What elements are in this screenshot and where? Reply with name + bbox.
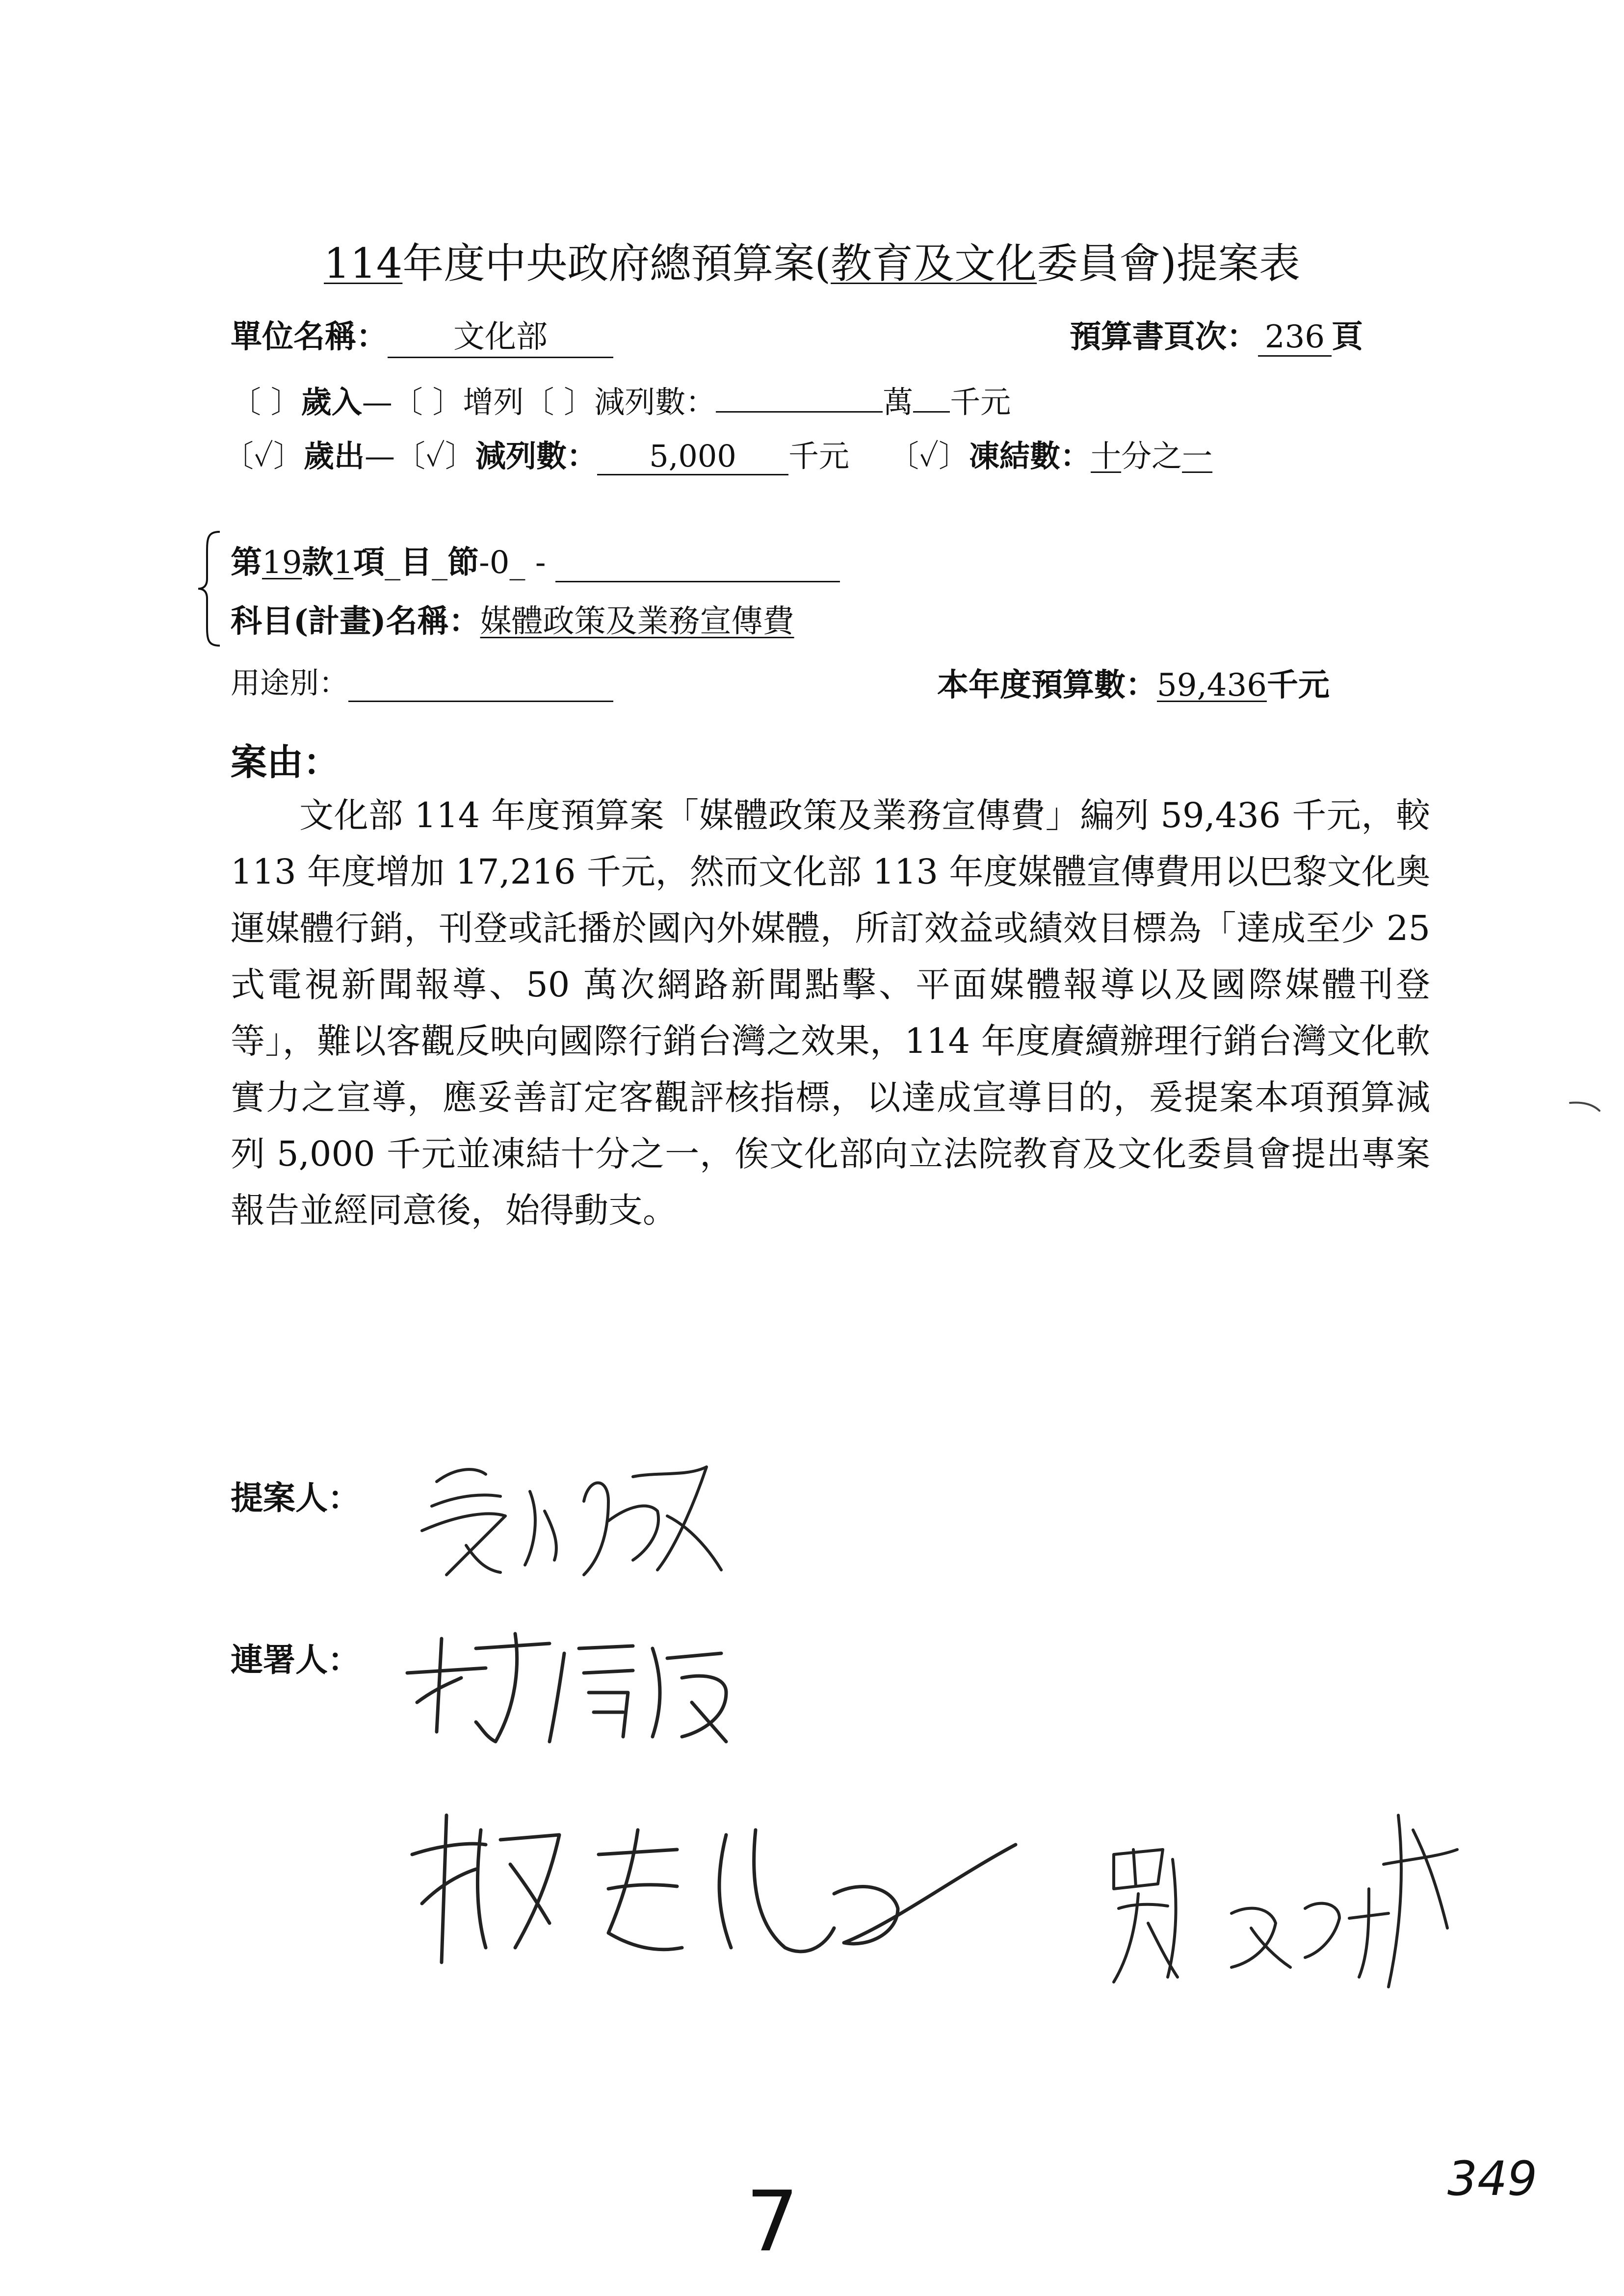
item-jie: 節 (447, 544, 479, 581)
unit-value: 文化部 (388, 312, 613, 358)
item-xiang-number: 1 (333, 545, 354, 581)
reason-body: 文化部 114 年度預算案「媒體政策及業務宣傳費」編列 59,436 千元，較 113 年度增加 17,216 千元，然而文化部 113 年度媒體宣傳費用以巴黎文化奧運媒體行銷，刊登或託播於國內外媒體，所訂效益或績效目標為「達成至少 25 式電視新聞報導、50 萬次網路新聞點擊、平面媒體報導以及國際媒體刊登等」，難以客觀反映向國際行銷台灣之效果，114 年度賡續辦理行銷台灣文化軟實力之宣導，應妥善訂定客觀評核指標，以達成宣導目的，爰提案本項預算減列 5,000 千元並凍結十分之一，俟文化部向立法院教育及文化委員會提出專案報告並經同意後，始得動支。 (231, 795, 1430, 1230)
cosigner-signature-2 (402, 1800, 1030, 1977)
proposer-label: 提案人： (231, 1479, 360, 1517)
budget-row (937, 660, 1330, 705)
page-ref-value: 236 (1258, 319, 1332, 357)
expense-label: 歲出 (304, 438, 365, 474)
expense-reduce-label: 減列數： (475, 438, 598, 474)
expense-checkbox: 〔✓〕 (223, 438, 304, 474)
item-xiang: 項 (353, 544, 385, 581)
expense-freeze-mid: 分之 (1121, 438, 1182, 474)
item-kuan: 款 (302, 544, 334, 581)
subject-row (231, 596, 794, 641)
revenue-decrease-label: 減列數： (594, 384, 716, 420)
revenue-checkbox: 〔 〕 (231, 384, 301, 420)
budget-unit: 千元 (1266, 667, 1330, 704)
margin-mark (1568, 1099, 1602, 1114)
cosigner-label: 連署人： (231, 1641, 360, 1679)
cosigner-signature-1 (388, 1619, 741, 1756)
item-di: 第 (231, 544, 262, 581)
revenue-decrease-checkbox: 〔 〕 (524, 384, 595, 420)
budget-value: 59,436 (1157, 667, 1267, 704)
left-brace (196, 530, 221, 648)
revenue-wan-blank (716, 411, 883, 413)
expense-freeze-checkbox: 〔✓〕 (889, 438, 969, 474)
expense-row (223, 432, 1212, 475)
revenue-qian-blank (913, 411, 950, 413)
usage-row (231, 660, 613, 702)
expense-reduce-unit: 千元 (788, 438, 850, 474)
subject-value: 媒體政策及業務宣傳費 (480, 603, 794, 640)
expense-dash: — (365, 438, 395, 474)
title-year: 114 (324, 239, 403, 287)
item-kuan-number: 19 (262, 545, 302, 581)
revenue-qian-unit: 千元 (950, 384, 1011, 420)
handwritten-page-number: 349 (1447, 2151, 1538, 2206)
form-title (0, 231, 1624, 290)
revenue-label: 歲入 (301, 384, 362, 420)
subject-label: 科目(計畫)名稱： (231, 603, 480, 640)
usage-label: 用途別： (231, 666, 348, 701)
revenue-row (231, 378, 1011, 421)
expense-freeze-denominator: 一 (1182, 438, 1213, 474)
item-mu-blank: _ (385, 545, 401, 581)
page-ref-label: 預算書頁次： (1070, 318, 1258, 355)
unit-label: 單位名稱： (231, 318, 388, 355)
item-row (231, 537, 840, 582)
expense-reduce-value: 5,000 (597, 438, 788, 475)
cosigner-signature-3 (1094, 1800, 1467, 1997)
revenue-wan-unit: 萬 (883, 384, 914, 420)
proposer-signature (402, 1447, 746, 1594)
item-jie-blank: _ (432, 545, 448, 581)
revenue-increase-label: 增列 (463, 384, 524, 420)
page-ref-field (1070, 312, 1363, 357)
title-post: 委員會)提案表 (1037, 239, 1300, 287)
reason-label: 案由： (231, 741, 340, 783)
unit-field (231, 312, 613, 358)
budget-label: 本年度預算數： (937, 667, 1157, 704)
title-committee: 教育及文化 (831, 239, 1037, 287)
item-mu: 目 (400, 544, 432, 581)
title-pre: 年度中央政府總預算案( (402, 239, 831, 287)
revenue-increase-checkbox: 〔 〕 (392, 384, 463, 420)
expense-freeze-numerator: 十 (1091, 438, 1122, 474)
page-ref-suffix: 頁 (1332, 318, 1363, 355)
handwritten-sheet-number: 7 (746, 2173, 799, 2270)
item-tail: -0_ - (479, 545, 546, 581)
expense-freeze-label: 凍結數： (969, 438, 1091, 474)
item-blank-line (555, 545, 840, 582)
expense-reduce-checkbox: 〔✓〕 (395, 438, 476, 474)
usage-blank-line (348, 666, 613, 702)
revenue-dash: — (362, 384, 393, 420)
